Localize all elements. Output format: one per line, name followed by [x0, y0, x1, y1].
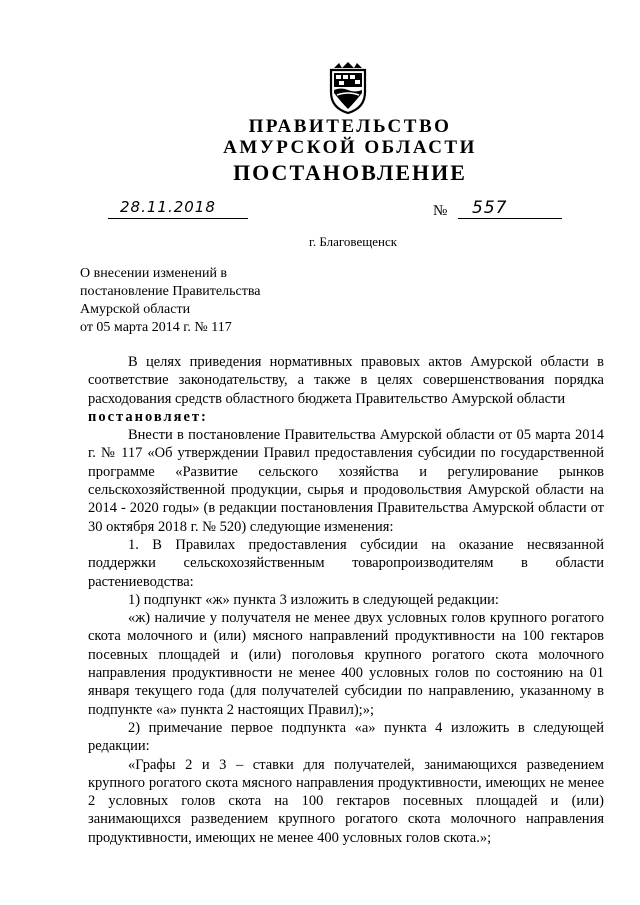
subject-line: Амурской области — [80, 302, 191, 317]
number-underline — [458, 218, 562, 219]
date-underline — [108, 218, 248, 219]
subject-line: постановление Правительства — [80, 284, 261, 299]
government-title: ПРАВИТЕЛЬСТВО — [248, 116, 452, 137]
handwritten-number: 557 — [472, 198, 508, 218]
preamble-paragraph: В целях приведения нормативных правовых актов Амурской области в соответствие законодательству, а также в целях совершенствования порядка расходования средств областного бюджета Правительство Амурской области — [88, 354, 604, 407]
subitem-2-paragraph: 2) примечание первое подпункта «а» пункта 4 изложить в следующей редакции: — [88, 719, 604, 755]
region-title: АМУРСКОЙ ОБЛАСТИ — [223, 137, 477, 158]
subject-block — [80, 265, 260, 337]
handwritten-date: 28.11.2018 — [120, 198, 216, 216]
quote-zh-paragraph: «ж) наличие у получателя не менее двух условных голов крупного рогатого скота молочного и (или) мясного направлений продуктивности на 100 гектаров посевных площадей и (или) поголовья крупного рогатого скота молочного направления продуктивности не менее 400 условных голов по состоянию на 01 января текущего года (для получателей субсидии по направлению, указанному в подпункте «а» пункта 2 настоящих Правил);»; — [88, 610, 604, 718]
main-paragraph: Внести в постановление Правительства Амурской области от 05 марта 2014 г. № 117 «Об утверждении Правил предоставления субсидии по государственной программе «Развитие сельского хозяйства и регулирование рынков сельскохозяйственной продукции, сырья и продовольствия Амурской области на 2014 - 2020 годы» (в редакции постановления Правительства Амурской области от 30 октября 2018 г. № 520) следующие изменения: — [88, 427, 604, 535]
subject-line: О внесении изменений в — [80, 266, 228, 281]
document-body — [88, 353, 604, 847]
resolves-word: постановляет: — [88, 408, 208, 425]
quote-columns-paragraph: «Графы 2 и 3 – ставки для получателей, занимающихся разведением крупного рогатого скота мясного направления продуктивности, имеющих не менее 2 условных голов скота на 100 гектаров посевных площадей и (или) занимающихся разведением крупного рогатого скота молочного направления продуктивности, имеющих не менее 400 условных голов скота.»; — [88, 756, 604, 846]
coat-of-arms-icon — [325, 62, 371, 114]
number-label: № — [433, 203, 448, 219]
city-line: г. Благовещенск — [308, 234, 398, 249]
document-type-title: ПОСТАНОВЛЕНИЕ — [233, 160, 467, 185]
subject-line: от 05 марта 2014 г. № 117 — [80, 320, 232, 335]
item-1-paragraph: 1. В Правилах предоставления субсидии на оказание несвязанной поддержки сельскохозяйственным товаропроизводителям в области растениеводства: — [88, 536, 604, 590]
subitem-1-paragraph: 1) подпункт «ж» пункта 3 изложить в следующей редакции: — [128, 591, 499, 608]
